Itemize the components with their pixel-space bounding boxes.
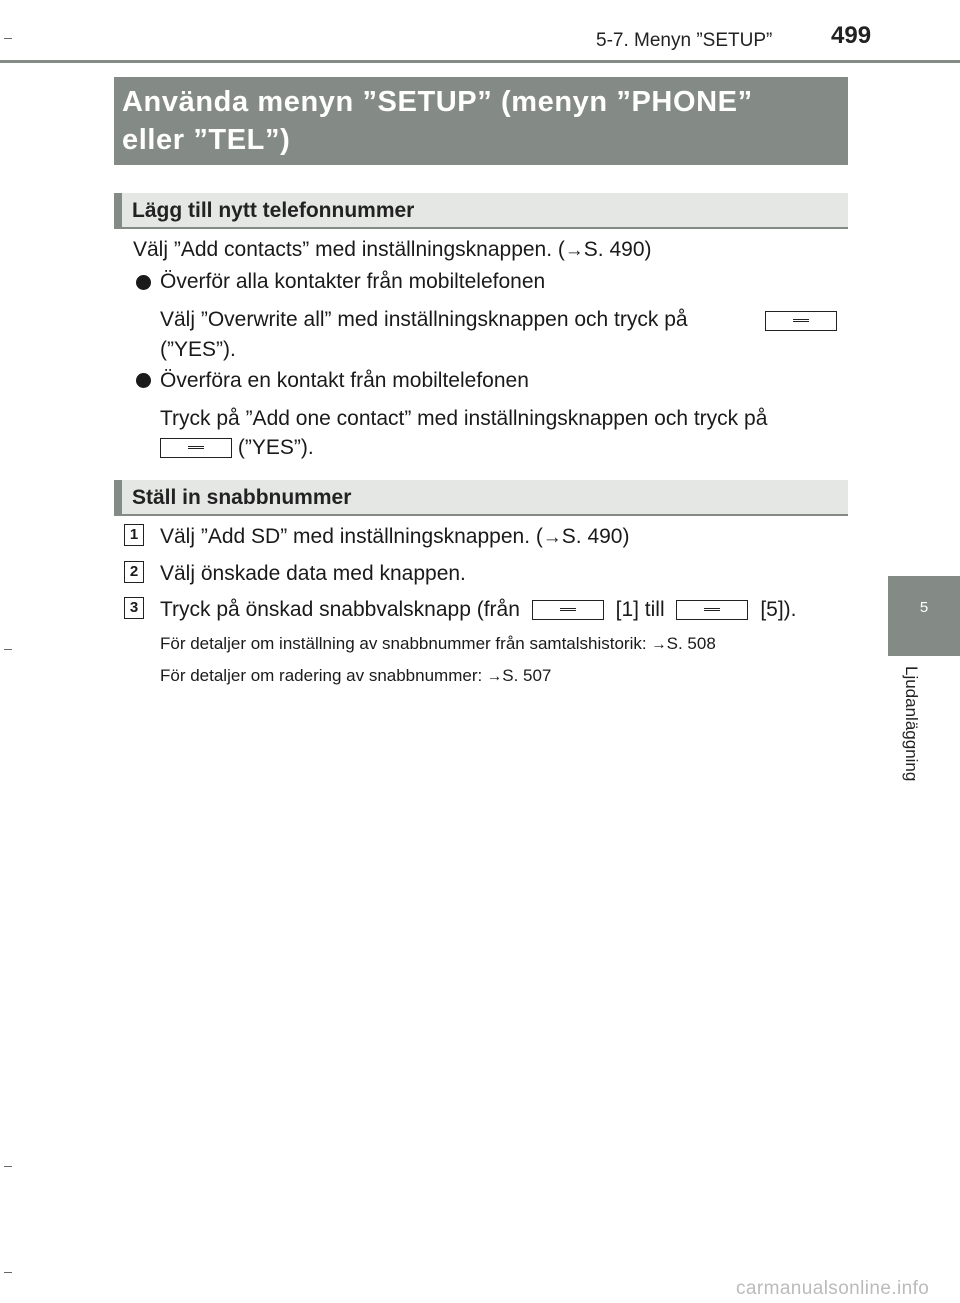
step-1-text [160, 525, 629, 549]
section-heading-text: Lägg till nytt telefonnummer [132, 199, 415, 222]
section-heading-add-number [114, 193, 848, 229]
page-number: 499 [831, 22, 872, 49]
bullet1-text-a: Välj ”Overwrite all” med inställningsknappen och tryck på [160, 308, 688, 331]
step-3-text-a: Tryck på önskad snabbvalsknapp (från [160, 598, 520, 621]
phone-soft-button-icon [532, 600, 604, 620]
crop-mark [4, 649, 12, 650]
bullet2-text-a: Tryck på ”Add one contact” med inställningsknappen och tryck på [160, 407, 768, 430]
title-banner [114, 77, 848, 165]
step-number-2: 2 [124, 561, 144, 583]
bullet1-title: Överför alla kontakter från mobiltelefonen [160, 270, 546, 293]
heading-accent-bar [114, 193, 122, 227]
note-1-page-ref: S. 508 [666, 634, 716, 653]
step-2-text: Välj önskade data med knappen. [160, 562, 466, 585]
bullet1-text [160, 308, 688, 332]
heading-accent-bar [114, 480, 122, 514]
step-3-text-b: [1] till [615, 598, 665, 621]
running-header-section: 5-7. Menyn ”SETUP” [596, 30, 773, 51]
title-line-1: Använda menyn ”SETUP” (menyn ”PHONE” [122, 86, 753, 118]
note-1-text: För detaljer om inställning av snabbnummer från samtalshistorik: [160, 634, 652, 653]
note-2-text: För detaljer om radering av snabbnummer: [160, 666, 487, 685]
phone-soft-button-icon [765, 311, 837, 331]
phone-soft-button-icon [160, 438, 232, 458]
arrow-icon: → [564, 240, 584, 261]
chapter-tab [888, 576, 960, 656]
crop-mark [4, 1272, 12, 1273]
arrow-icon: → [542, 527, 562, 548]
note-1 [160, 634, 716, 654]
arrow-icon: → [486, 668, 503, 685]
title-line-2: eller ”TEL”) [122, 124, 291, 156]
step-1-text-a: Välj ”Add SD” med inställningsknappen. ( [160, 525, 543, 548]
bullet-dot [136, 373, 151, 388]
bullet-dot [136, 275, 151, 290]
crop-mark [4, 38, 12, 39]
step-3-text-c: [5]). [760, 598, 797, 621]
note-2 [160, 666, 551, 686]
step-1-page-ref: S. 490) [561, 525, 630, 548]
step-number-1: 1 [124, 524, 144, 546]
step-number-3: 3 [124, 597, 144, 619]
header-rule [0, 60, 960, 63]
bullet1-text-b: (”YES”). [160, 338, 236, 361]
bullet2-text-b: (”YES”). [237, 436, 314, 459]
section-heading-text: Ställ in snabbnummer [132, 486, 352, 509]
chapter-label: Ljudanläggning [902, 666, 921, 782]
intro-page-ref: S. 490) [583, 238, 652, 261]
bullet2-text-line2 [160, 436, 314, 460]
phone-soft-button-icon [676, 600, 748, 620]
arrow-icon: → [651, 636, 667, 653]
section-heading-speed-dial [114, 480, 848, 516]
section1-intro [133, 238, 652, 262]
chapter-number: 5 [919, 599, 929, 616]
note-2-page-ref: S. 507 [502, 666, 552, 685]
bullet2-title: Överföra en kontakt från mobiltelefonen [160, 369, 529, 392]
watermark: carmanualsonline.info [736, 1278, 930, 1299]
bullet2-text [160, 407, 767, 431]
intro-text: Välj ”Add contacts” med inställningsknappen. ( [133, 238, 565, 261]
step-3-text [160, 598, 797, 622]
crop-mark [4, 1166, 12, 1167]
